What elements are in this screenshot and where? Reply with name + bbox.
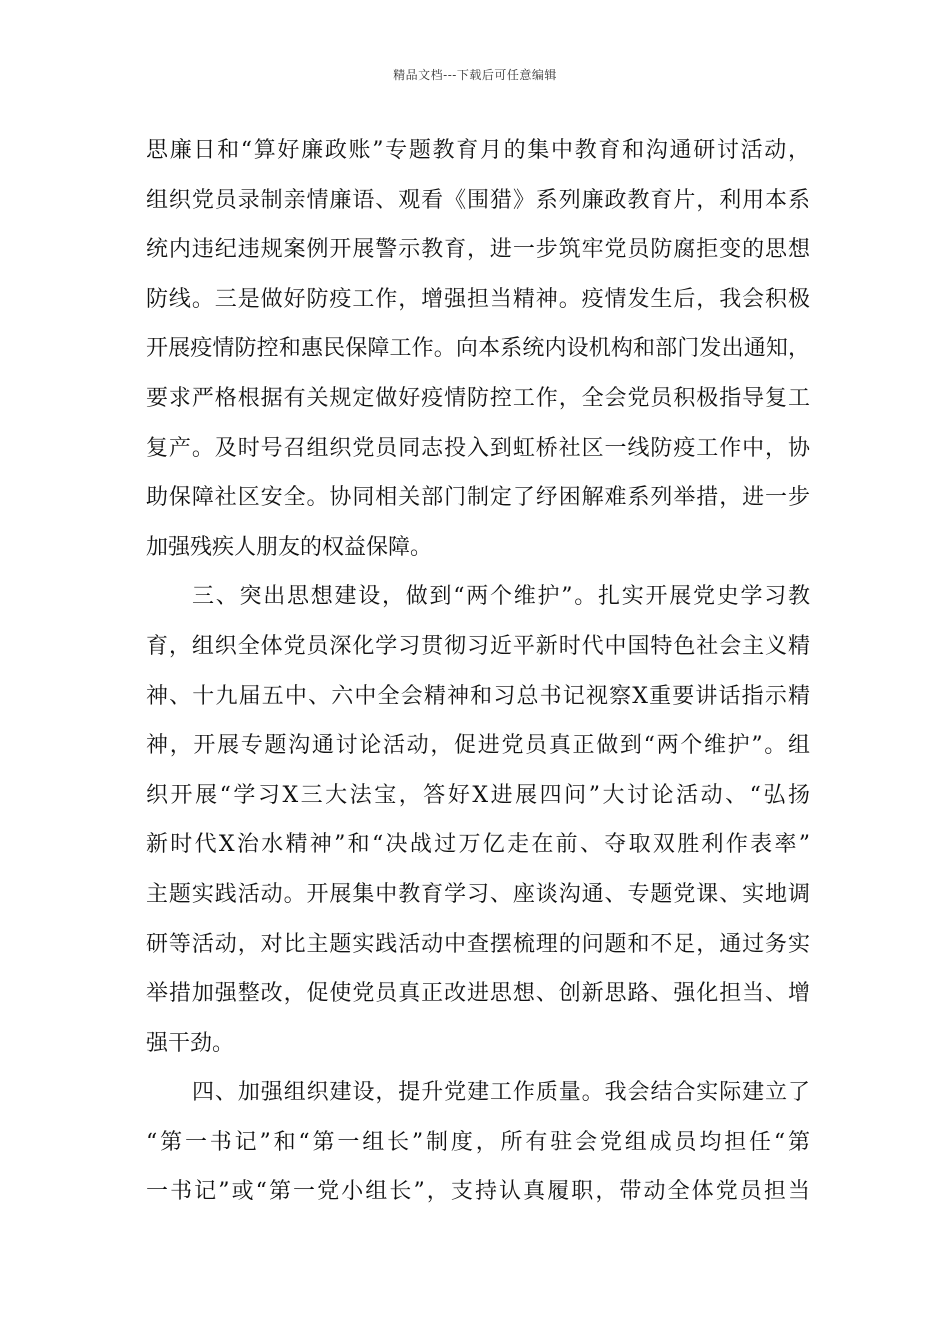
text-line: 三、突出思想建设，做到“两个维护”。扎实开展党史学习教 xyxy=(192,584,810,610)
text-line: 一书记”或“第一党小组长”，支持认真履职，带动全体党员担当 xyxy=(146,1179,810,1205)
text-line: 研等活动，对比主题实践活动中查摆梳理的问题和不足，通过务实 xyxy=(146,931,810,957)
text-line: 强干劲。 xyxy=(146,1030,235,1056)
text-line: 组织党员录制亲情廉语、观看《围猎》系列廉政教育片，利用本系 xyxy=(146,187,810,213)
text-line: 神、十九届五中、六中全会精神和习总书记视察X重要讲话指示精 xyxy=(146,683,810,709)
text-line: 新时代X治水精神”和“决战过万亿走在前、夺取双胜利作表率” xyxy=(146,832,810,858)
text-line: “第一书记”和“第一组长”制度，所有驻会党组成员均担任“第 xyxy=(146,1129,810,1155)
text-line: 助保障社区安全。协同相关部门制定了纾困解难系列举措，进一步 xyxy=(146,485,810,511)
text-line: 育，组织全体党员深化学习贯彻习近平新时代中国特色社会主义精 xyxy=(146,633,810,659)
text-line: 复产。及时号召组织党员同志投入到虹桥社区一线防疫工作中，协 xyxy=(146,435,810,461)
text-line: 举措加强整改，促使党员真正改进思想、创新思路、强化担当、增 xyxy=(146,981,810,1007)
document-body xyxy=(146,126,810,1217)
page-header: 精品文档---下载后可任意编辑 xyxy=(393,68,557,82)
text-line: 神，开展专题沟通讨论活动，促进党员真正做到“两个维护”。组 xyxy=(146,733,810,759)
text-line: 防线。三是做好防疫工作，增强担当精神。疫情发生后，我会积极 xyxy=(146,286,810,312)
text-line: 织开展“学习X三大法宝，答好X进展四问”大讨论活动、“弘扬 xyxy=(146,782,810,808)
text-line: 开展疫情防控和惠民保障工作。向本系统内设机构和部门发出通知， xyxy=(146,336,810,362)
text-line: 统内违纪违规案例开展警示教育，进一步筑牢党员防腐拒变的思想 xyxy=(146,237,810,263)
text-line: 要求严格根据有关规定做好疫情防控工作，全会党员积极指导复工 xyxy=(146,385,810,411)
text-line: 思廉日和“算好廉政账”专题教育月的集中教育和沟通研讨活动， xyxy=(146,138,810,163)
text-line: 主题实践活动。开展集中教育学习、座谈沟通、专题党课、实地调 xyxy=(146,881,810,907)
text-line: 加强残疾人朋友的权益保障。 xyxy=(146,534,433,560)
text-line: 四、加强组织建设，提升党建工作质量。我会结合实际建立了 xyxy=(192,1080,810,1106)
